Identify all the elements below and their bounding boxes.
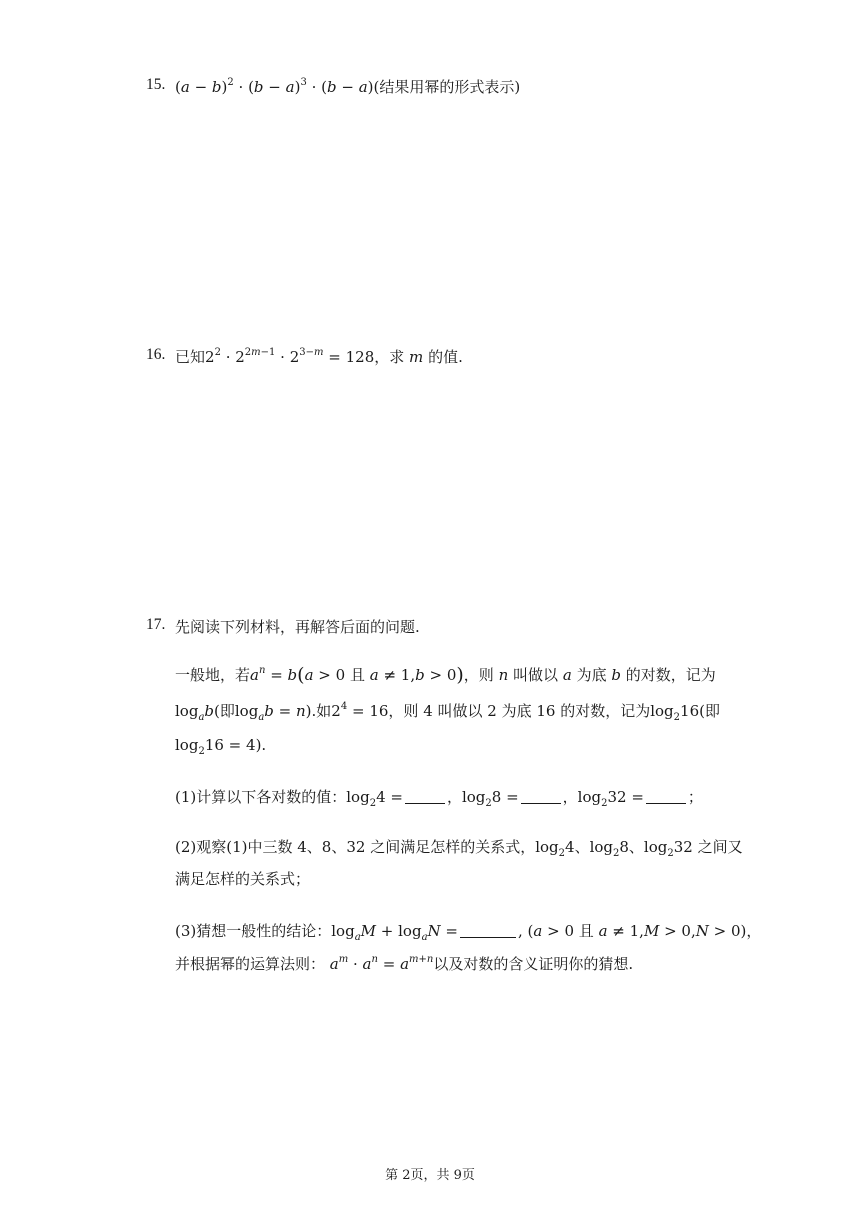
part-1-label: (1)计算以下各对数的值： — [175, 788, 347, 806]
part-3-text: 以及对数的含义证明你的猜想. — [433, 955, 634, 973]
material-text: ，则 — [463, 666, 494, 684]
question-17-part-1: (1)计算以下各对数的值：$\log_24$ = ，$\log_28$ = ，$\log_232$ = ； — [175, 788, 703, 809]
material-and: 且 — [578, 922, 594, 940]
page-footer: 第 2页，共 9页 — [385, 1168, 475, 1183]
question-16-suffix2: 的值. — [428, 348, 463, 366]
material-text: 叫做以 — [513, 666, 559, 684]
part-2-text: (2)观察(1)中三数 4、8、32 之间满足怎样的关系式， — [175, 838, 536, 856]
part-3-label: (3)猜想一般性的结论： — [175, 922, 332, 940]
question-17-part-2-line-1: (2)观察(1)中三数 4、8、32 之间满足怎样的关系式，$\log_24$、$\log_28$、$\log_232$ 之间又 — [175, 838, 743, 859]
question-16-prefix: 已知 — [175, 348, 206, 366]
material-text: ，则 4 叫做以 2 为底 16 的对数，记为 — [388, 702, 651, 720]
question-16-suffix: ，求 — [374, 348, 405, 366]
question-16-number: 16. — [146, 346, 166, 363]
question-17-part-3-line-1: (3)猜想一般性的结论：$\log_aM + \log_aN$ = , (a > 0 且 a ≠ 1,M > 0,N > 0)， — [175, 922, 762, 943]
question-17-part-3-line-2: 并根据幂的运算法则： $a^m \cdot a^n = a^{m+n}$以及对数的含义证明你的猜想. — [175, 954, 634, 973]
question-17-intro: 先阅读下列材料，再解答后面的问题. — [175, 618, 420, 636]
answer-blank[interactable] — [521, 789, 561, 804]
question-15-number: 15. — [146, 76, 166, 93]
material-and: 且 — [349, 666, 365, 684]
answer-blank[interactable] — [460, 923, 516, 938]
question-15-note: (结果用幂的形式表示) — [373, 78, 521, 96]
material-line-2: $\log_ab$(即$\log_ab = n$).如$2^4 = 16$，则 4 叫做以 2 为底 16 的对数，记为$\log_216$(即 — [175, 701, 720, 723]
question-15-text: $(a - b)^2 \cdot (b - a)^3 \cdot (b - a)$(结果用幂的形式表示) — [175, 77, 521, 96]
part-2-text: 之间又 — [697, 838, 743, 856]
question-16-value: 128 — [345, 348, 375, 366]
material-text: 为底 — [576, 666, 607, 684]
material-text: ). — [255, 736, 267, 754]
material-text: ).如 — [305, 702, 332, 720]
material-line-1: 一般地，若$a^n = b(a > 0$ 且 a ≠ 1,b > 0)，则 n 叫做以 a 为底 b 的对数，记为 — [175, 664, 716, 686]
material-line-3: $\log_216 = 4$). — [175, 736, 267, 757]
question-17-part-2-line-2: 满足怎样的关系式； — [175, 870, 311, 888]
part-3-text: 并根据幂的运算法则： — [175, 955, 326, 973]
material-text: (即 — [699, 702, 720, 720]
question-17-number: 17. — [146, 616, 166, 633]
material-text: 一般地，若 — [175, 666, 251, 684]
material-text: 的对数，记为 — [625, 666, 716, 684]
material-text: (即 — [214, 702, 235, 720]
answer-blank[interactable] — [646, 789, 686, 804]
question-16-text: 已知$2^2 \cdot 2^{2m-1} \cdot 2^{3-m} = 128$，求 m 的值. — [175, 347, 463, 366]
answer-blank[interactable] — [405, 789, 445, 804]
